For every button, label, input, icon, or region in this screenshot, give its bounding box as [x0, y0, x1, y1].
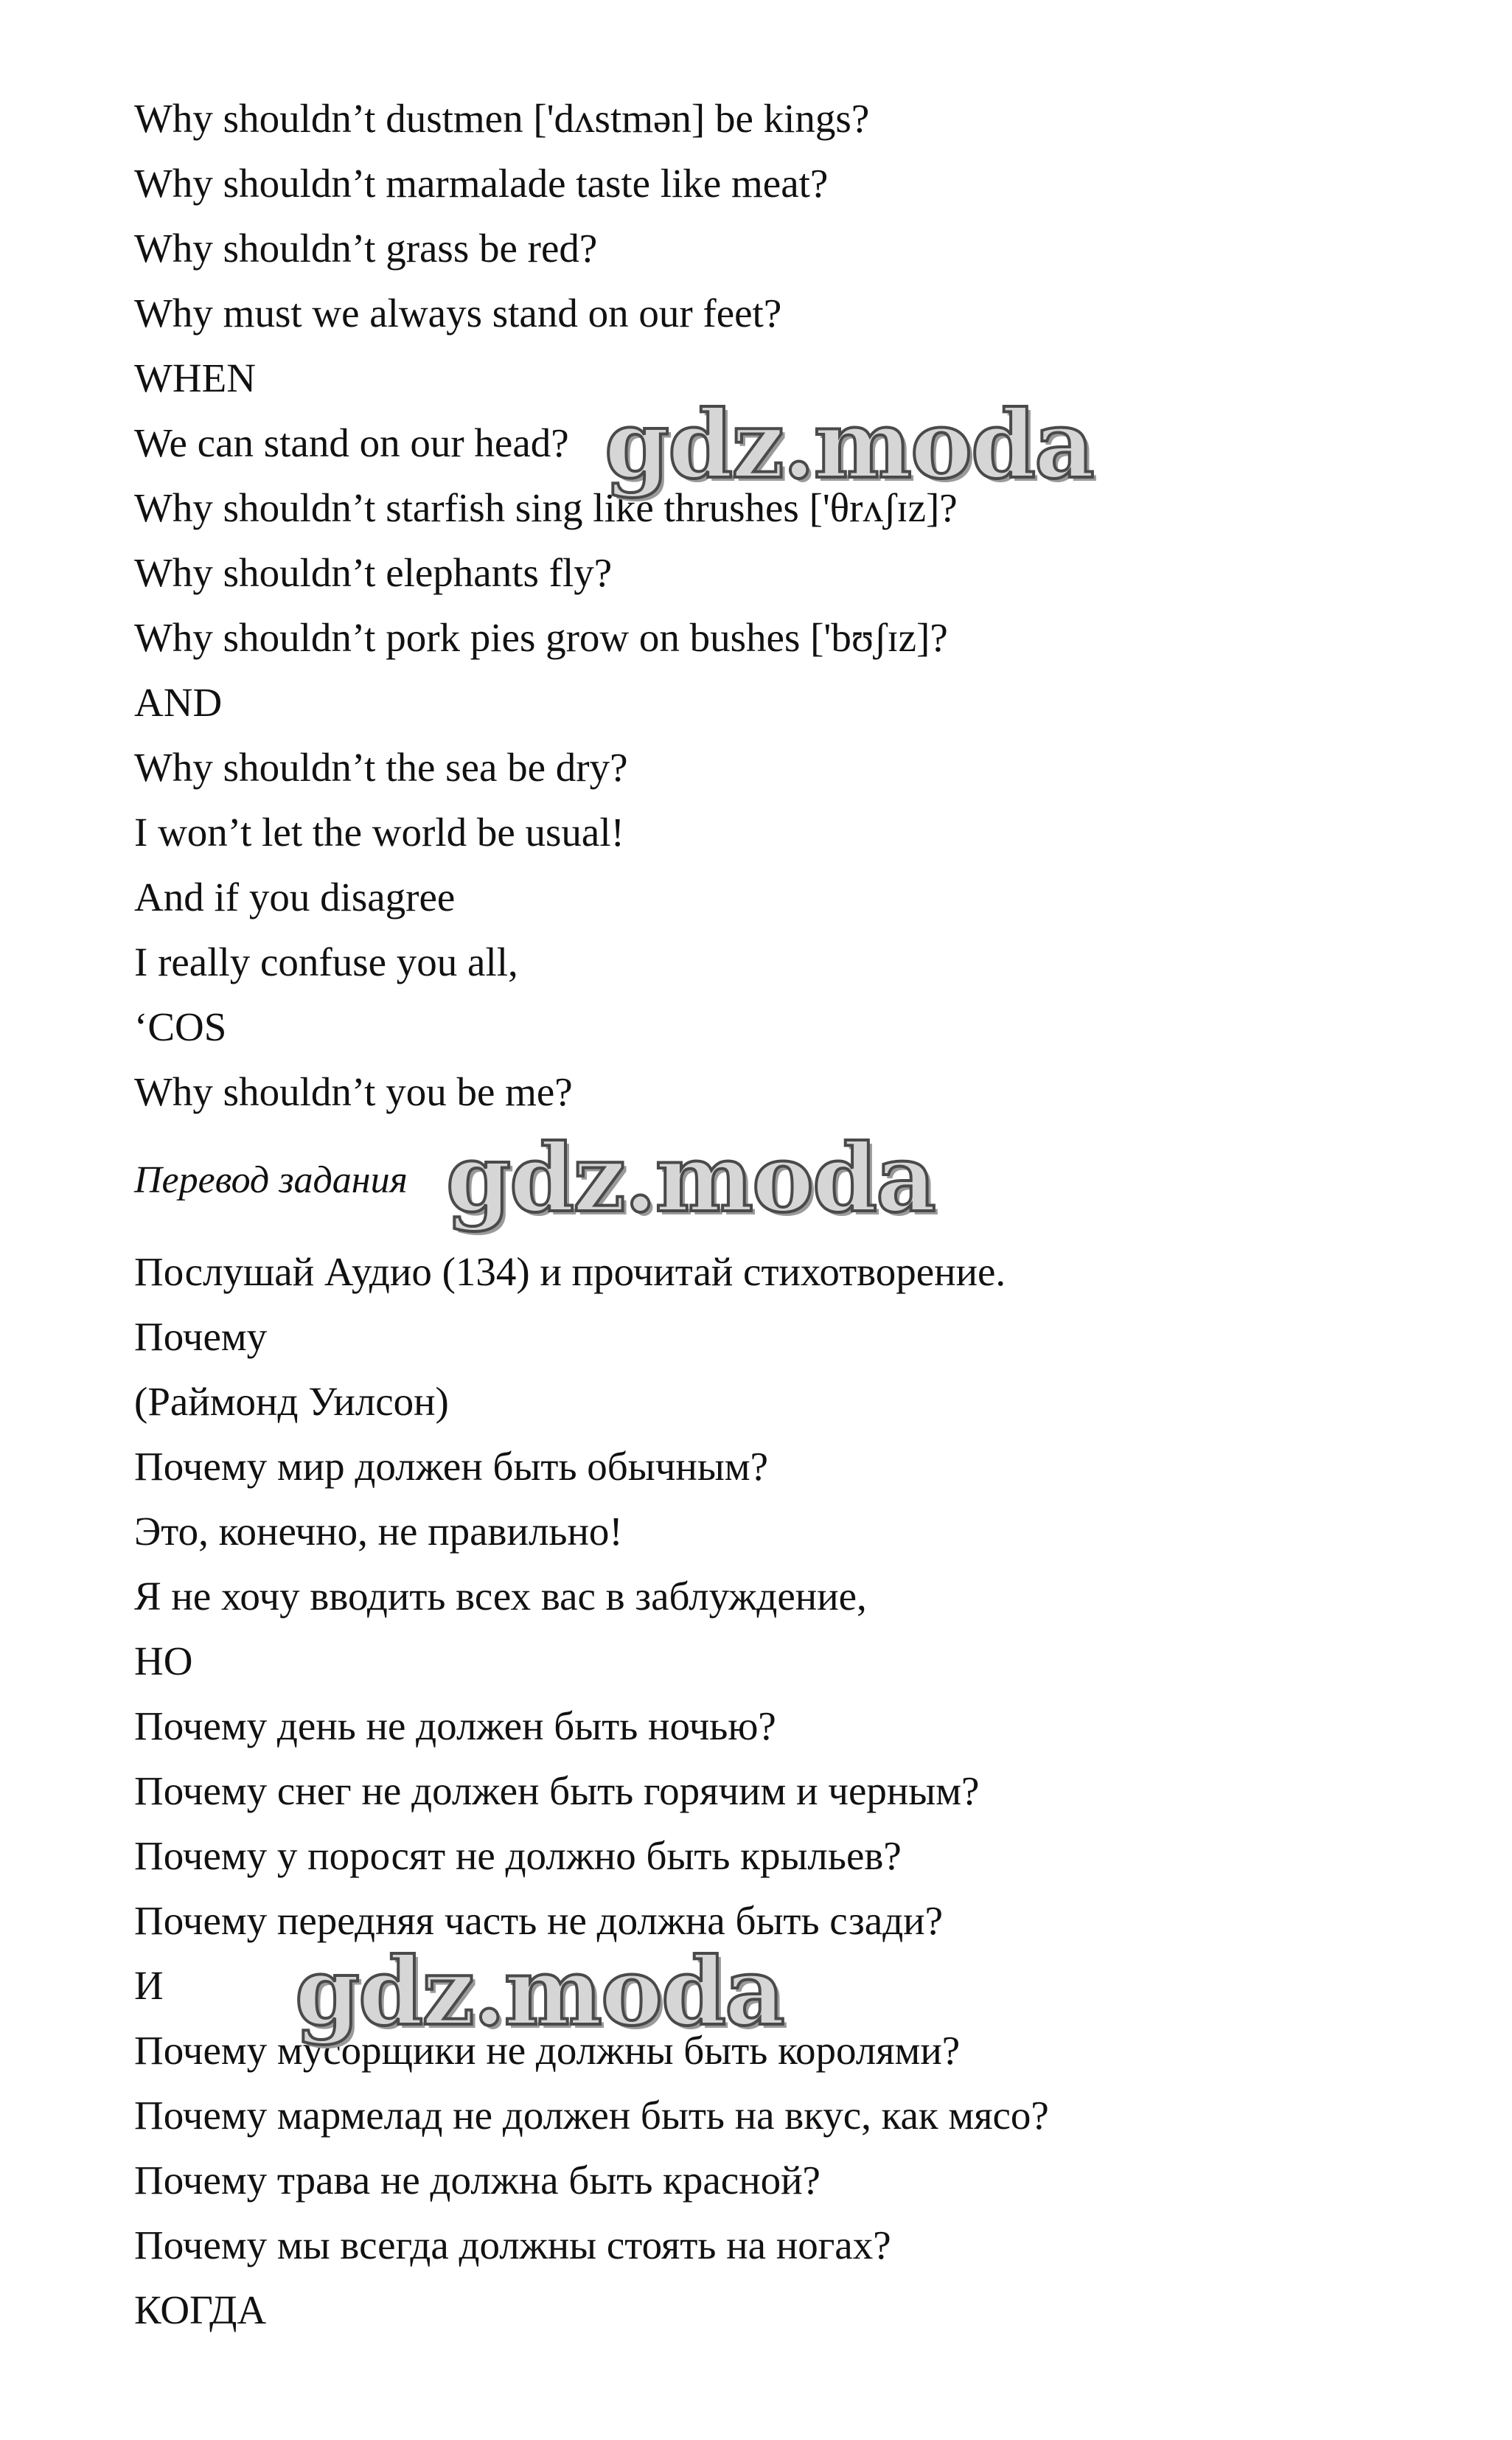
poem-line-ru: Почему мармелад не должен быть на вкус, как мясо? — [134, 2093, 1049, 2138]
poem-line-ru: Почему — [134, 1314, 268, 1359]
poem-line-en: ‘COS — [134, 1004, 227, 1049]
poem-line-en: Why shouldn’t marmalade taste like meat? — [134, 161, 829, 206]
poem-line-ru: НО — [134, 1638, 193, 1683]
poem-line-ru: Это, конечно, не правильно! — [134, 1509, 623, 1554]
watermark-logo: gdz.moda — [295, 1937, 784, 2046]
poem-line-ru: Почему мусорщики не должны быть королями? — [134, 2028, 961, 2073]
watermark-logo: gdz.moda — [446, 1124, 935, 1233]
poem-line-ru: Почему передняя часть не должна быть сзади? — [134, 1898, 944, 1943]
poem-line-ru: Почему у поросят не должно быть крыльев? — [134, 1833, 902, 1878]
poem-line-ru: Послушай Аудио (134) и прочитай стихотворение. — [134, 1249, 1006, 1294]
poem-line-ru: Почему мир должен быть обычным? — [134, 1444, 768, 1489]
poem-line-ru: КОГДА — [134, 2287, 267, 2332]
poem-line-en: Why shouldn’t pork pies grow on bushes ['bʊʃɪz]? — [134, 615, 948, 660]
poem-line-en: Why shouldn’t you be me? — [134, 1069, 573, 1114]
poem-line-ru: Почему трава не должна быть красной? — [134, 2158, 821, 2203]
poem-line-en: We can stand on our head? — [134, 420, 569, 465]
poem-line-en: Why must we always stand on our feet? — [134, 291, 782, 336]
poem-line-en: Why shouldn’t the sea be dry? — [134, 745, 628, 790]
poem-line-en: Why shouldn’t dustmen ['dʌstmən] be kings? — [134, 96, 870, 141]
translation-heading: Перевод задания — [134, 1159, 408, 1201]
poem-line-ru: Почему день не должен быть ночью? — [134, 1703, 776, 1748]
poem-line-en: Why shouldn’t starfish sing like thrushes ['θrʌʃɪz]? — [134, 485, 958, 530]
poem-line-en: I really confuse you all, — [134, 939, 518, 984]
poem-line-ru: Почему мы всегда должны стоять на ногах? — [134, 2222, 891, 2267]
poem-line-ru: И — [134, 1963, 164, 2008]
poem-line-en: Why shouldn’t elephants fly? — [134, 550, 613, 595]
poem-line-en: I won’t let the world be usual! — [134, 810, 624, 855]
watermark-logo: gdz.moda — [605, 390, 1093, 499]
poem-line-ru: Почему снег не должен быть горячим и черным? — [134, 1768, 980, 1813]
poem-line-en: WHEN — [134, 355, 256, 400]
poem-line-ru: (Раймонд Уилсон) — [134, 1379, 449, 1424]
poem-line-en: And if you disagree — [134, 875, 456, 920]
poem-line-en: AND — [134, 680, 223, 725]
poem-line-ru: Я не хочу вводить всех вас в заблуждение, — [134, 1574, 867, 1619]
poem-line-en: Why shouldn’t grass be red? — [134, 226, 598, 271]
